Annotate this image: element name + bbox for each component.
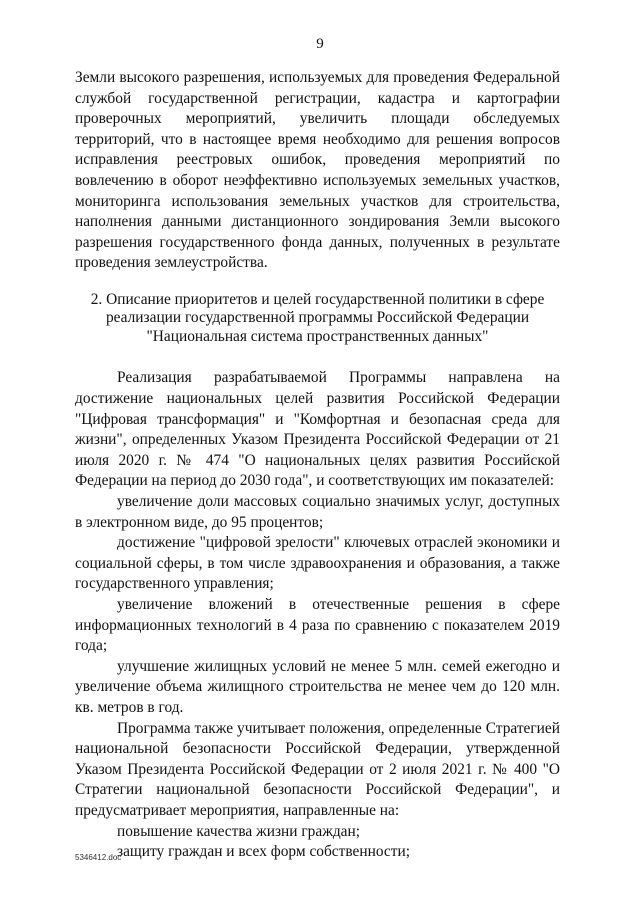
goal-item: улучшение жилищных условий не менее 5 млн. семей ежегодно и увеличение объема жилищного строительства не менее чем до 120 млн. кв. метров в год. <box>75 657 560 716</box>
section-heading-line-1: 2. Описание приоритетов и целей государственной политики в сфере <box>90 290 545 308</box>
page-number: 9 <box>316 36 324 52</box>
measure-item: повышение качества жизни граждан; <box>117 822 361 840</box>
measures-list <box>75 822 560 863</box>
page-content <box>75 68 560 863</box>
goal-item: увеличение вложений в отечественные решения в сфере информационных технологий в 4 раза по сравнению с показателем 2019 года; <box>75 595 560 655</box>
section-heading-line-2: реализации государственной программы Российской Федерации <box>105 309 530 327</box>
footer-file-reference: 5346412.doc <box>75 853 122 862</box>
section-heading <box>75 291 560 347</box>
goal-item: увеличение доли массовых социально значимых услуг, доступных в электронном виде, до 95 процентов; <box>75 493 560 531</box>
paragraph-strategy: Программа также учитывает положения, определенные Стратегией национальной безопасности Российской Федерации, утвержденной Указом Президента Российской Федерации от 2 июля 2021 г. № 400 "О Стратегии национальной безопасности Российской Федерации", и предусматривает мероприятия, направленные на: <box>75 719 560 819</box>
paragraph-continued: Земли высокого разрешения, используемых для проведения Федеральной службой государственной регистрации, кадастра и картографии проверочных мероприятий, увеличить площади обследуемых территорий, что в настоящее время необходимо для решения вопросов исправления реестровых ошибок, проведения мероприятий по вовлечению в оборот неэффективно используемых земельных участков, мониторинга использования земельных участков для строительства, наполнения данными дистанционного зондирования Земли высокого разрешения государственного фонда данных, полученных в результате проведения землеустройства. <box>75 69 560 272</box>
paragraph-realization: Реализация разрабатываемой Программы направлена на достижение национальных целей развития Российской Федерации "Цифровая трансформация" и "Комфортная и безопасная среда для жизни", определенных Указом Президента Российской Федерации от 21 июля 2020 г. № 474 "О национальных целях развития Российской Федерации на период до 2030 года", и соответствующих им показателей: <box>75 369 560 490</box>
measure-item: защиту граждан и всех форм собственности; <box>117 843 410 861</box>
goals-list <box>75 492 560 719</box>
section-heading-line-3: "Национальная система пространственных данных" <box>146 327 489 345</box>
goal-item: достижение "цифровой зрелости" ключевых отраслей экономики и социальной сферы, в том числе здравоохранения и образования, а также государственного управления; <box>75 534 560 593</box>
